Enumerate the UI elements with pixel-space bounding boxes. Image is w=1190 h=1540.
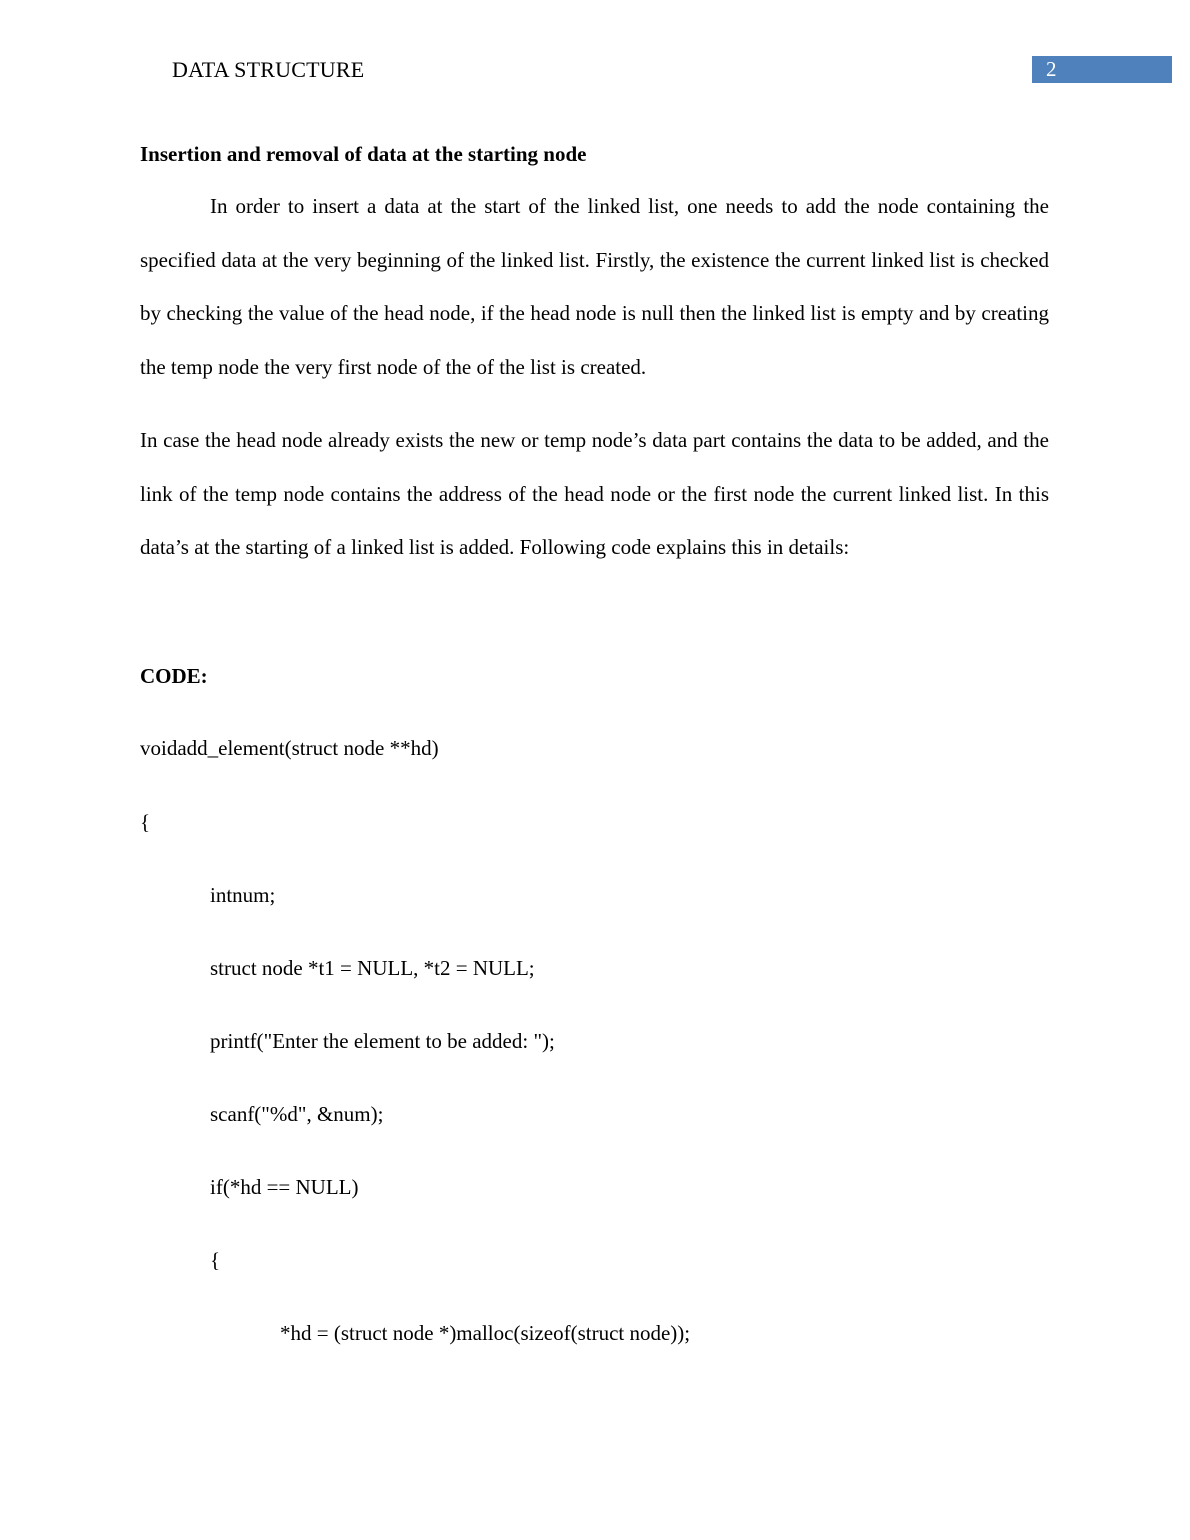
code-line-declare-pointers: struct node *t1 = NULL, *t2 = NULL;	[210, 956, 535, 980]
code-line-declare-num: intnum;	[210, 883, 276, 907]
body-paragraph-2: In case the head node already exists the new or temp node’s data part contains the data to be added, and the link of the temp node contains the address of the head node or the first node the current linked list. In this data’s at the starting of a linked list is added. Following code explains this in details:	[140, 428, 1049, 560]
code-line-if-open-brace: {	[210, 1248, 221, 1272]
code-line-if-condition: if(*hd == NULL)	[210, 1175, 359, 1199]
code-line-scanf: scanf("%d", &num);	[210, 1102, 384, 1126]
page-number-box	[1032, 56, 1172, 83]
code-line-function-signature: voidadd_element(struct node **hd)	[140, 736, 439, 760]
page-number: 2	[1046, 57, 1057, 81]
code-heading: CODE:	[140, 664, 208, 688]
running-header-title: DATA STRUCTURE	[172, 57, 365, 82]
code-line-open-brace: {	[140, 810, 151, 834]
section-heading: Insertion and removal of data at the starting node	[140, 142, 587, 166]
body-paragraph-1: In order to insert a data at the start of the linked list, one needs to add the node containing the specified data at the very beginning of the linked list. Firstly, the existence the current linked list is checked by checking the value of the head node, if the head node is null then the linked list is empty and by creating the temp node the very first node of the of the list is created.	[140, 194, 1049, 380]
code-line-printf: printf("Enter the element to be added: ");	[210, 1029, 555, 1053]
code-line-malloc: *hd = (struct node *)malloc(sizeof(struct node));	[280, 1321, 691, 1345]
